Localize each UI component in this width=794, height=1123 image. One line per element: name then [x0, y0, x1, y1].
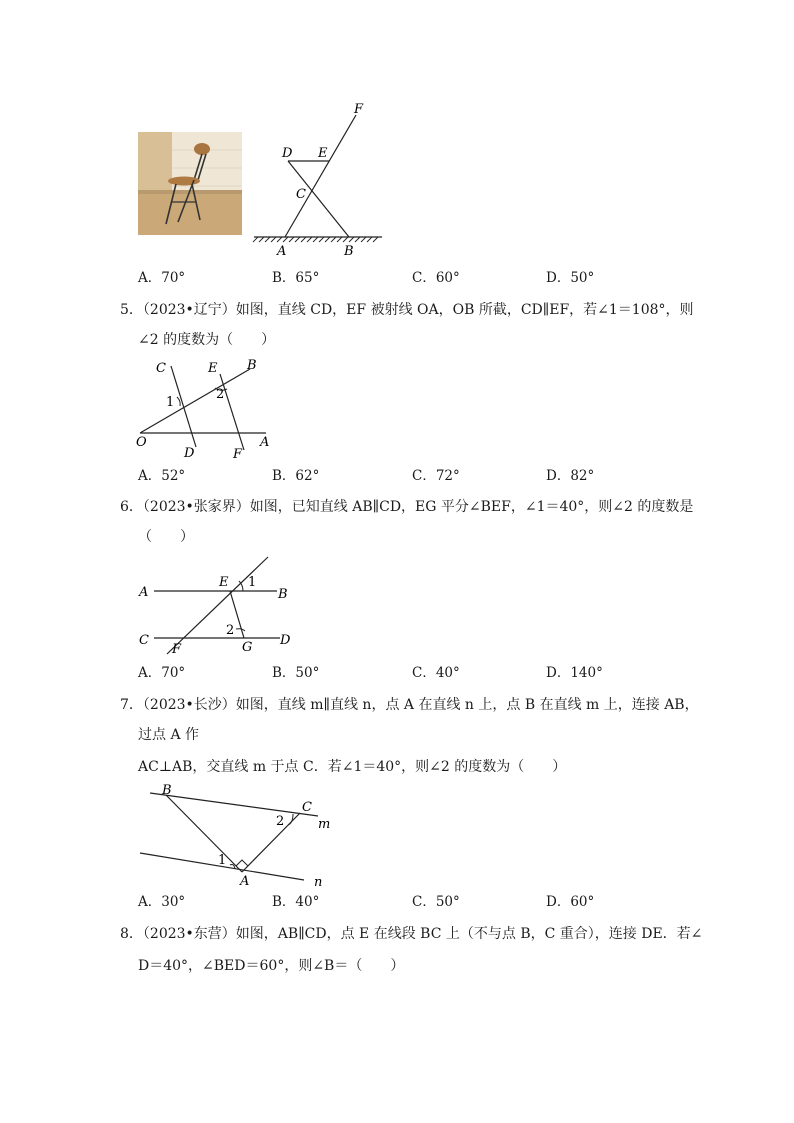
- q4-option-a[interactable]: A．70°: [138, 270, 186, 286]
- angle-1-label: 1: [248, 575, 257, 590]
- label-E: E: [318, 146, 328, 161]
- label-A: A: [277, 244, 287, 259]
- q4-option-d[interactable]: D．50°: [546, 270, 595, 286]
- label-D: D: [280, 633, 291, 648]
- label-C: C: [302, 800, 312, 815]
- line-CD: [171, 366, 196, 447]
- q7-stem-line3: AC⊥AB，交直线 m 于点 C．若∠1＝40°，则∠2 的度数为（ ）: [138, 759, 567, 775]
- label-O: O: [136, 435, 147, 450]
- line-AF: [285, 115, 356, 237]
- label-C: C: [296, 187, 306, 202]
- angle-1-label: 1: [166, 395, 175, 410]
- ray-OB: [140, 369, 250, 433]
- angle-2-label: 2: [226, 623, 235, 638]
- label-m: m: [318, 817, 331, 832]
- q5-option-b[interactable]: B．62°: [272, 468, 320, 484]
- label-F: F: [172, 642, 182, 657]
- q5-option-c[interactable]: C．72°: [412, 468, 460, 484]
- line-EF: [220, 374, 244, 450]
- label-B: B: [278, 587, 288, 602]
- q5-option-d[interactable]: D．82°: [546, 468, 595, 484]
- q8-stem-line1: 8．（2023•东营）如图，AB∥CD，点 E 在线段 BC 上（不与点 B，C 重合），连接 DE．若∠: [120, 926, 703, 942]
- q5-stem-line2: ∠2 的度数为（ ）: [138, 332, 276, 348]
- label-G: G: [242, 640, 253, 655]
- label-A: A: [260, 435, 270, 450]
- q6-option-d[interactable]: D．140°: [546, 665, 603, 681]
- q7-geometry-figure: [132, 780, 332, 890]
- q4-option-b[interactable]: B．65°: [272, 270, 320, 286]
- label-A: A: [240, 874, 250, 889]
- q7-stem-line2: 过点 A 作: [138, 727, 200, 743]
- label-E: E: [219, 575, 229, 590]
- q6-option-a[interactable]: A．70°: [138, 665, 186, 681]
- q7-stem-line1: 7．（2023•长沙）如图，直线 m∥直线 n，点 A 在直线 n 上，点 B 在直线 m 上，连接 AB，: [120, 697, 699, 713]
- angle-2-label: 2: [216, 387, 225, 402]
- label-E: E: [208, 361, 218, 376]
- label-F: F: [233, 447, 243, 462]
- q8-stem-line2: D＝40°，∠BED＝60°，则∠B＝（ ）: [138, 958, 405, 974]
- right-angle-mark: [236, 860, 248, 866]
- label-A: A: [139, 585, 149, 600]
- transversal-EF: [167, 557, 268, 654]
- label-D: D: [184, 446, 195, 461]
- q7-option-a[interactable]: A．30°: [138, 894, 186, 910]
- q4-option-c[interactable]: C．60°: [412, 270, 460, 286]
- q6-stem-line2: （ ）: [138, 529, 194, 545]
- q7-option-c[interactable]: C．50°: [412, 894, 460, 910]
- angle-2-label: 2: [276, 814, 285, 829]
- label-B: B: [344, 244, 354, 259]
- q6-geometry-figure: [132, 550, 302, 660]
- label-B: B: [162, 783, 172, 798]
- label-F: F: [354, 102, 364, 117]
- q6-stem-line1: 6．（2023•张家界）如图，已知直线 AB∥CD，EG 平分∠BEF，∠1＝40°，则∠2 的度数是: [120, 499, 694, 515]
- label-n: n: [314, 875, 323, 890]
- folding-chair-photo: [138, 132, 242, 235]
- q7-option-d[interactable]: D．60°: [546, 894, 595, 910]
- q6-option-b[interactable]: B．50°: [272, 665, 320, 681]
- q6-option-c[interactable]: C．40°: [412, 665, 460, 681]
- label-C: C: [139, 633, 149, 648]
- label-B: B: [247, 358, 257, 373]
- q5-option-a[interactable]: A．52°: [138, 468, 186, 484]
- q4-geometry-figure: [250, 100, 390, 260]
- label-C: C: [156, 361, 166, 376]
- q5-stem-line1: 5．（2023•辽宁）如图，直线 CD，EF 被射线 OA，OB 所截，CD∥EF，若∠1＝108°，则: [120, 302, 694, 318]
- q7-option-b[interactable]: B．40°: [272, 894, 320, 910]
- segment-AB: [166, 795, 242, 872]
- label-D: D: [282, 146, 293, 161]
- q5-geometry-figure: [130, 352, 290, 462]
- angle-1-label: 1: [218, 853, 227, 868]
